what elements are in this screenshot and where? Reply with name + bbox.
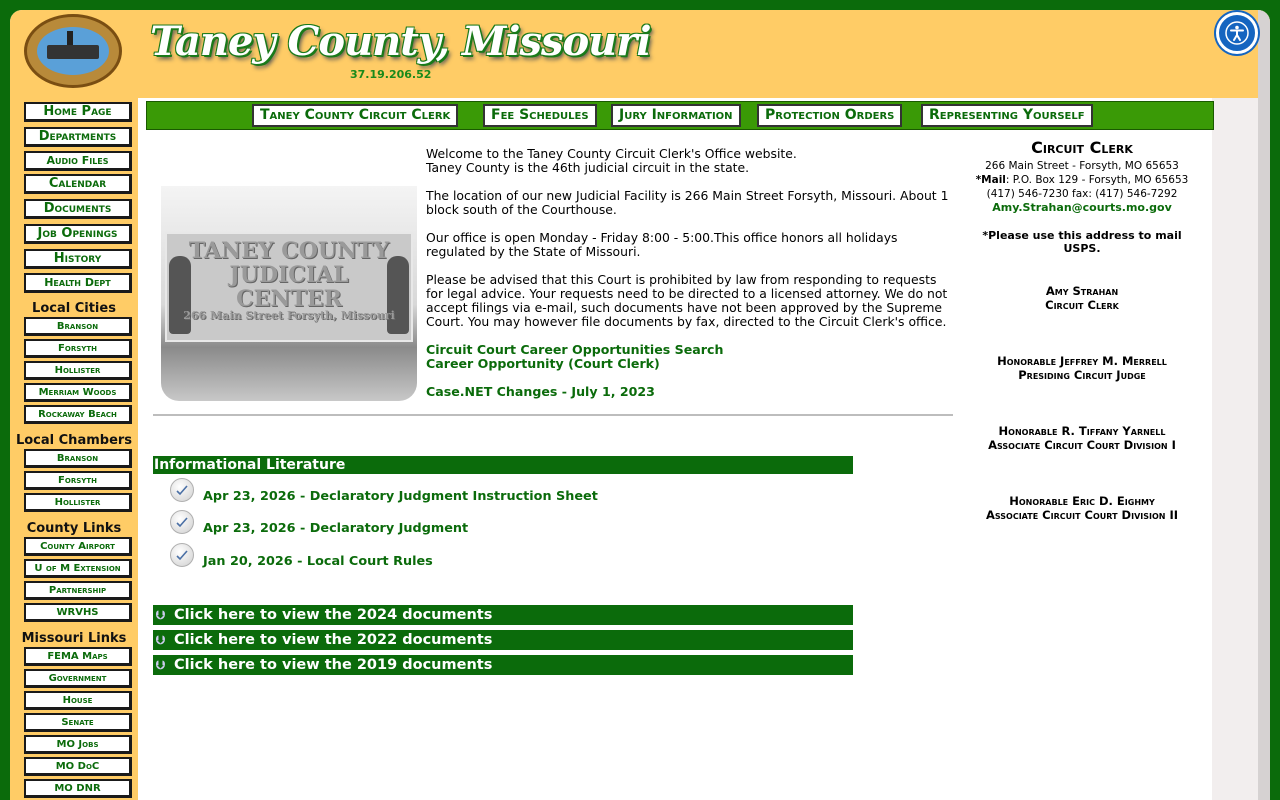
sidebar-item-documents[interactable]: Documents bbox=[24, 199, 132, 219]
view-2024-documents-bar[interactable] bbox=[153, 605, 853, 625]
mail-label: *Mail bbox=[975, 174, 1006, 186]
sidebar-item-branson[interactable]: Branson bbox=[24, 317, 132, 336]
sidebar-item-mo-jobs[interactable]: MO Jobs bbox=[24, 735, 132, 754]
tab-representing-yourself[interactable]: Representing Yourself bbox=[921, 104, 1093, 127]
sidebar-item-uofm-extension[interactable]: U of M Extension bbox=[24, 559, 132, 578]
sidebar-item-mo-doc[interactable]: MO DoC bbox=[24, 757, 132, 776]
checkmark-document-icon bbox=[170, 510, 194, 534]
official-role: Associate Circuit Court Division I bbox=[988, 438, 1176, 452]
legal-advice-paragraph: Please be advised that this Court is prohibited by law from responding to requests for legal advice. Your requests need to be directed to a licensed attorney. We do not accept filings via e-mail, such documents have not been approved by the Supreme Court. You may however file documents by fax, directed to the Circuit Clerk's office. bbox=[426, 272, 948, 329]
document-link[interactable]: Apr 23, 2026 - Declaratory Judgment bbox=[203, 521, 469, 536]
sidebar-item-rockaway-beach[interactable]: Rockaway Beach bbox=[24, 405, 132, 424]
official-name: Honorable Jeffrey M. Merrell bbox=[997, 354, 1167, 368]
sidebar-heading-local-chambers: Local Chambers bbox=[15, 433, 133, 448]
official-role: Circuit Clerk bbox=[1045, 298, 1119, 312]
location-paragraph: The location of our new Judicial Facility is 266 Main Street Forsyth, Missouri. About 1 block south of the Courthouse. bbox=[426, 188, 949, 217]
clerk-street-address: 266 Main Street - Forsyth, MO 65653 bbox=[985, 160, 1179, 172]
view-2019-documents-bar[interactable] bbox=[153, 655, 853, 675]
document-link[interactable]: Jan 20, 2026 - Local Court Rules bbox=[203, 554, 433, 569]
seal-steamboat bbox=[47, 45, 99, 59]
welcome-line-1: Welcome to the Taney County Circuit Clerk's Office website. bbox=[426, 146, 797, 161]
sidebar-item-audio-files[interactable]: Audio Files bbox=[24, 151, 132, 171]
sidebar-item-chamber-forsyth[interactable]: Forsyth bbox=[24, 471, 132, 490]
sign-text-line4: 266 Main Street Forsyth, Missouri bbox=[183, 309, 395, 322]
sidebar-item-departments[interactable]: Departments bbox=[24, 127, 132, 147]
mail-address-value: : P.O. Box 129 - Forsyth, MO 65653 bbox=[1005, 174, 1189, 186]
official-name: Honorable Eric D. Eighmy bbox=[1009, 494, 1155, 508]
sidebar-item-fema-maps[interactable]: FEMA Maps bbox=[24, 647, 132, 666]
sidebar-item-wrvhs[interactable]: WRVHS bbox=[24, 603, 132, 622]
sidebar-item-county-airport[interactable]: County Airport bbox=[24, 537, 132, 556]
clerk-mail-address bbox=[964, 173, 1200, 187]
hours-paragraph: Our office is open Monday - Friday 8:00 - 5:00.This office honors all holidays regulated by the State of Missouri. bbox=[426, 230, 898, 259]
sidebar-item-history[interactable]: History bbox=[24, 249, 132, 269]
sidebar-heading-local-cities: Local Cities bbox=[32, 301, 116, 316]
accessibility-icon bbox=[1225, 21, 1249, 45]
sidebar-item-hollister[interactable]: Hollister bbox=[24, 361, 132, 380]
chevron-down-icon: ⮋ bbox=[156, 608, 166, 622]
sidebar-item-merriam-woods[interactable]: Merriam Woods bbox=[24, 383, 132, 402]
official-jeffrey-merrell bbox=[964, 354, 1200, 382]
sidebar-heading-county-links: County Links bbox=[26, 521, 122, 536]
sidebar-item-chamber-branson[interactable]: Branson bbox=[24, 449, 132, 468]
sidebar-item-partnership[interactable]: Partnership bbox=[24, 581, 132, 600]
sidebar-heading-missouri-links: Missouri Links bbox=[21, 631, 127, 646]
sidebar-item-chamber-hollister[interactable]: Hollister bbox=[24, 493, 132, 512]
view-2022-documents-bar[interactable] bbox=[153, 630, 853, 650]
view-2022-documents-label: Click here to view the 2022 documents bbox=[174, 632, 493, 648]
sidebar-item-job-openings[interactable]: Job Openings bbox=[24, 224, 132, 244]
right-shadow bbox=[1258, 10, 1270, 800]
sidebar-item-forsyth[interactable]: Forsyth bbox=[24, 339, 132, 358]
sidebar-item-home-page[interactable]: Home Page bbox=[24, 102, 132, 122]
sign-text-line3: CENTER bbox=[236, 286, 342, 312]
welcome-paragraph-1 bbox=[426, 147, 951, 175]
tab-taney-county-circuit-clerk[interactable]: Taney County Circuit Clerk bbox=[252, 104, 458, 127]
sidebar-item-government[interactable]: Government bbox=[24, 669, 132, 688]
clerk-email-link[interactable]: Amy.Strahan@courts.mo.gov bbox=[992, 201, 1172, 214]
tab-protection-orders[interactable]: Protection Orders bbox=[757, 104, 902, 127]
official-name: Honorable R. Tiffany Yarnell bbox=[998, 424, 1166, 438]
circuit-clerk-title: Circuit Clerk bbox=[1031, 138, 1133, 157]
chevron-down-icon: ⮋ bbox=[156, 658, 166, 672]
usps-note: *Please use this address to mail USPS. bbox=[982, 229, 1182, 255]
sidebar-item-mo-dnr[interactable]: MO DNR bbox=[24, 779, 132, 798]
sidebar-item-calendar[interactable]: Calendar bbox=[24, 174, 132, 194]
judicial-center-photo bbox=[161, 186, 417, 401]
sidebar-item-senate[interactable]: Senate bbox=[24, 713, 132, 732]
tab-fee-schedules[interactable]: Fee Schedules bbox=[483, 104, 597, 127]
site-title[interactable]: Taney County, Missouri bbox=[150, 18, 651, 65]
chevron-down-icon: ⮋ bbox=[156, 633, 166, 647]
document-link[interactable]: Apr 23, 2026 - Declaratory Judgment Instruction Sheet bbox=[203, 489, 598, 504]
view-2019-documents-label: Click here to view the 2019 documents bbox=[174, 657, 493, 673]
sidebar-item-health-dept[interactable]: Health Dept bbox=[24, 273, 132, 293]
official-role: Presiding Circuit Judge bbox=[1018, 368, 1146, 382]
county-seal-logo[interactable] bbox=[24, 14, 122, 88]
clerk-phone-fax: (417) 546-7230 fax: (417) 546-7292 bbox=[986, 188, 1178, 200]
welcome-text bbox=[426, 147, 951, 399]
official-tiffany-yarnell bbox=[964, 424, 1200, 452]
career-opportunities-link[interactable]: Circuit Court Career Opportunities Search bbox=[426, 342, 724, 357]
checkmark-document-icon bbox=[170, 543, 194, 567]
official-name: Amy Strahan bbox=[1045, 284, 1119, 298]
official-role: Associate Circuit Court Division II bbox=[985, 508, 1179, 522]
welcome-line-2: Taney County is the 46th judicial circuit in the state. bbox=[426, 160, 750, 175]
sign-text-line1: TANEY COUNTY bbox=[188, 238, 390, 264]
official-amy-strahan bbox=[964, 284, 1200, 312]
tab-jury-information[interactable]: Jury Information bbox=[611, 104, 741, 127]
sign-text-line2: JUDICIAL bbox=[229, 262, 349, 288]
court-clerk-career-link[interactable]: Career Opportunity (Court Clerk) bbox=[426, 356, 660, 371]
circuit-clerk-info bbox=[964, 138, 1200, 255]
view-2024-documents-label: Click here to view the 2024 documents bbox=[174, 607, 493, 623]
accessibility-button[interactable] bbox=[1216, 12, 1258, 54]
informational-literature-heading: Informational Literature bbox=[153, 456, 853, 474]
top-navigation bbox=[146, 101, 1214, 130]
casenet-changes-link[interactable]: Case.NET Changes - July 1, 2023 bbox=[426, 384, 655, 399]
checkmark-document-icon bbox=[170, 478, 194, 502]
official-eric-eighmy bbox=[964, 494, 1200, 522]
ip-address: 37.19.206.52 bbox=[350, 68, 432, 81]
sidebar-item-house[interactable]: House bbox=[24, 691, 132, 710]
divider bbox=[153, 414, 953, 416]
